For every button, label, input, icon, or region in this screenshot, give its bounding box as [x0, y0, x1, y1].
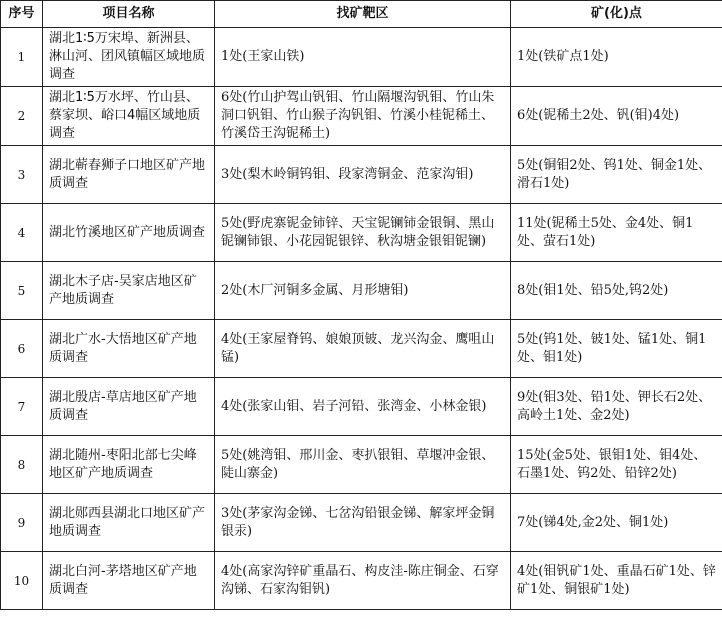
- row-number: 8: [1, 436, 43, 494]
- target-area: 6处(竹山护驾山钒钼、竹山隔堰沟钒钼、竹山朱洞口钒钼、竹山猴子沟钒钼、竹溪小桂铌稀土、竹溪岱王沟铌稀土): [215, 87, 511, 146]
- mineral-points: 15处(金5处、银钼1处、钼4处、石墨1处、钨2处、铅锌2处): [511, 436, 722, 494]
- table-row: [1, 146, 722, 204]
- project-name: 湖北随州-枣阳北部七尖峰地区矿产地质调查: [43, 436, 215, 494]
- target-area: 5处(野虎寨铌金铈锌、天宝铌镧铈金银铜、黑山铌镧铈银、小花园铌银锌、秋沟塘金银钼铌镧): [215, 204, 511, 262]
- target-area: 4处(高家沟锌矿重晶石、构皮洼-陈庄铜金、石穿沟锑、石家沟钼钒): [215, 552, 511, 610]
- target-area: 1处(王家山铁): [215, 28, 511, 87]
- project-name: 湖北广水-大悟地区矿产地质调查: [43, 320, 215, 378]
- col-header-target: 找矿靶区: [215, 1, 511, 28]
- mineral-points: 5处(钨1处、铍1处、锰1处、铜1处、钼1处): [511, 320, 722, 378]
- target-area: 4处(张家山钼、岩子河铅、张湾金、小林金银): [215, 378, 511, 436]
- row-number: 4: [1, 204, 43, 262]
- table-row: [1, 262, 722, 320]
- row-number: 2: [1, 87, 43, 146]
- project-name: 湖北殷店-草店地区矿产地质调查: [43, 378, 215, 436]
- table-row: [1, 494, 722, 552]
- row-number: 5: [1, 262, 43, 320]
- table-row: [1, 320, 722, 378]
- target-area: 5处(姚湾钼、邢川金、枣扒银钼、草堰冲金银、陡山寨金): [215, 436, 511, 494]
- project-name: 湖北竹溪地区矿产地质调查: [43, 204, 215, 262]
- row-number: 6: [1, 320, 43, 378]
- col-header-no: 序号: [1, 1, 43, 28]
- table-row: [1, 378, 722, 436]
- row-number: 1: [1, 28, 43, 87]
- table-row: [1, 436, 722, 494]
- project-name: 湖北1∶5万水坪、竹山县、蔡家坝、峪口4幅区域地质调查: [43, 87, 215, 146]
- col-header-name: 项目名称: [43, 1, 215, 28]
- row-number: 10: [1, 552, 43, 610]
- row-number: 3: [1, 146, 43, 204]
- table-row: [1, 552, 722, 610]
- target-area: 3处(梨木岭铜钨钼、段家湾铜金、范家沟钼): [215, 146, 511, 204]
- header-row: [1, 1, 722, 28]
- mineral-points: 7处(锑4处,金2处、铜1处): [511, 494, 722, 552]
- target-area: 2处(木厂河铜多金属、月形塘钼): [215, 262, 511, 320]
- mineral-points: 8处(钼1处、铅5处,钨2处): [511, 262, 722, 320]
- project-name: 湖北郧西县湖北口地区矿产地质调查: [43, 494, 215, 552]
- project-name: 湖北木子店-吴家店地区矿产地质调查: [43, 262, 215, 320]
- project-name: 湖北蕲春狮子口地区矿产地质调查: [43, 146, 215, 204]
- mineral-points: 1处(铁矿点1处): [511, 28, 722, 87]
- target-area: 3处(茅家沟金锑、七岔沟铅银金锑、解家坪金铜银汞): [215, 494, 511, 552]
- mineral-points: 11处(铌稀土5处、金4处、铜1处、萤石1处): [511, 204, 722, 262]
- mineral-points: 6处(铌稀土2处、钒(钼)4处): [511, 87, 722, 146]
- col-header-points: 矿(化)点: [511, 1, 722, 28]
- mineral-points: 9处(钼3处、铅1处、钾长石2处、高岭土1处、金2处): [511, 378, 722, 436]
- project-name: 湖北白河-茅塔地区矿产地质调查: [43, 552, 215, 610]
- table-row: [1, 28, 722, 87]
- table-row: [1, 204, 722, 262]
- row-number: 7: [1, 378, 43, 436]
- mineral-points: 4处(钼钒矿1处、重晶石矿1处、锌矿1处、铜银矿1处): [511, 552, 722, 610]
- target-area: 4处(王家屋脊钨、娘娘顶铍、龙兴沟金、鹰咀山锰): [215, 320, 511, 378]
- row-number: 9: [1, 494, 43, 552]
- mineral-points: 5处(铜钼2处、钨1处、铜金1处、滑石1处): [511, 146, 722, 204]
- table-row: [1, 87, 722, 146]
- project-name: 湖北1∶5万宋埠、新洲县、淋山河、团风镇幅区域地质调查: [43, 28, 215, 87]
